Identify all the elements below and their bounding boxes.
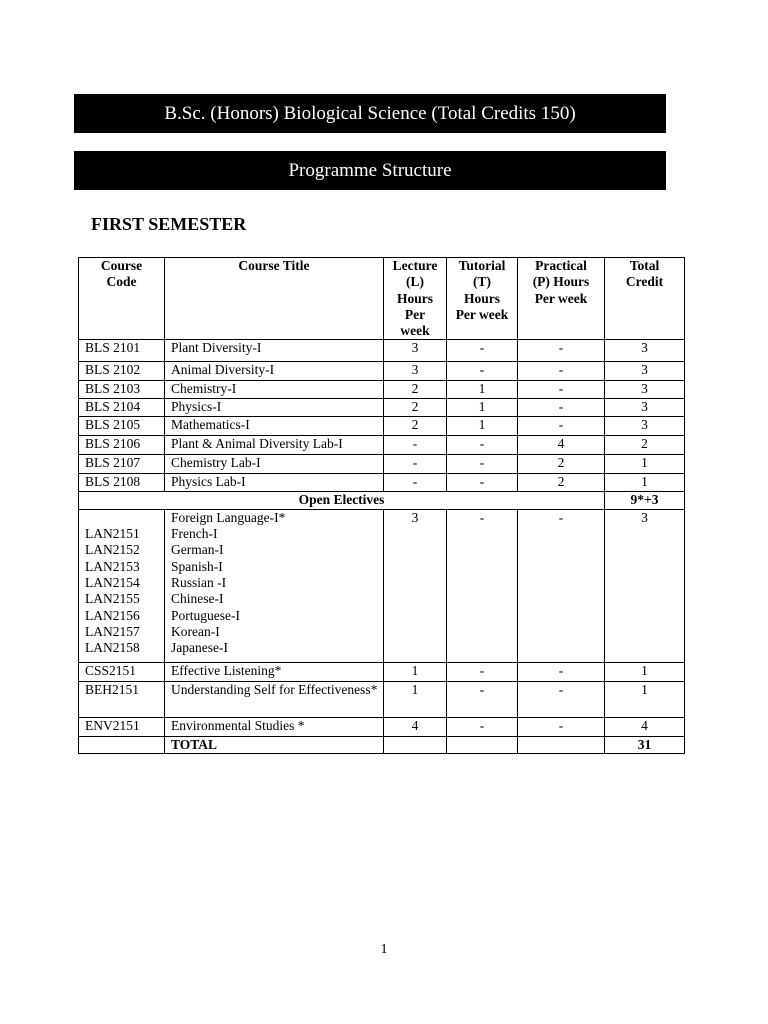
- lecture-hours: 3: [384, 362, 447, 381]
- total-credit: 1: [605, 474, 685, 492]
- total-credit: 3: [605, 362, 685, 381]
- practical-hours: -: [518, 399, 605, 417]
- total-credit: 2: [605, 436, 685, 455]
- header-practical: Practical (P) Hours Per week: [518, 258, 605, 340]
- course-code: ENV2151: [79, 717, 165, 736]
- course-title: Mathematics-I: [165, 417, 384, 436]
- table-row: [79, 455, 685, 474]
- total-practical-cell: [518, 736, 605, 753]
- total-credit: 3: [605, 417, 685, 436]
- tutorial-hours: -: [447, 509, 518, 662]
- course-title: Chemistry-I: [165, 381, 384, 399]
- lecture-hours: 3: [384, 340, 447, 362]
- open-electives-credit: 9*+3: [605, 492, 685, 509]
- lecture-hours: -: [384, 436, 447, 455]
- table-row: [79, 399, 685, 417]
- open-electives-row: [79, 492, 685, 509]
- course-table: [78, 257, 685, 754]
- tutorial-hours: -: [447, 474, 518, 492]
- table-row: [79, 681, 685, 717]
- lecture-hours: 2: [384, 381, 447, 399]
- tutorial-hours: -: [447, 436, 518, 455]
- header-course-title: Course Title: [165, 258, 384, 340]
- practical-hours: -: [518, 340, 605, 362]
- total-lecture-cell: [384, 736, 447, 753]
- practical-hours: 2: [518, 455, 605, 474]
- course-title: Effective Listening*: [165, 662, 384, 681]
- total-credit: 3: [605, 509, 685, 662]
- lecture-hours: 2: [384, 417, 447, 436]
- lecture-hours: 1: [384, 681, 447, 717]
- programme-structure-heading: Programme Structure: [288, 159, 452, 181]
- tutorial-hours: 1: [447, 417, 518, 436]
- tutorial-hours: 1: [447, 381, 518, 399]
- course-title: Plant Diversity-I: [165, 340, 384, 362]
- total-credit: 1: [605, 455, 685, 474]
- language-titles: Foreign Language-I* French-I German-I Spanish-I Russian -I Chinese-I Portuguese-I Korean-I Japanese-I: [165, 509, 384, 662]
- practical-hours: -: [518, 362, 605, 381]
- table-row: [79, 436, 685, 455]
- course-title: Understanding Self for Effectiveness*: [165, 681, 384, 717]
- table-row: [79, 717, 685, 736]
- practical-hours: -: [518, 662, 605, 681]
- table-row: [79, 662, 685, 681]
- total-credit: 3: [605, 340, 685, 362]
- total-credit: 3: [605, 399, 685, 417]
- course-title: Chemistry Lab-I: [165, 455, 384, 474]
- tutorial-hours: -: [447, 681, 518, 717]
- course-title: Animal Diversity-I: [165, 362, 384, 381]
- total-row: [79, 736, 685, 753]
- practical-hours: 2: [518, 474, 605, 492]
- programme-title: B.Sc. (Honors) Biological Science (Total Credits 150): [164, 102, 576, 124]
- table-row: [79, 362, 685, 381]
- foreign-language-row: [79, 509, 685, 662]
- table-row: [79, 417, 685, 436]
- lecture-hours: -: [384, 455, 447, 474]
- total-tutorial-cell: [447, 736, 518, 753]
- course-code: BEH2151: [79, 681, 165, 717]
- header-course-code: Course Code: [79, 258, 165, 340]
- practical-hours: -: [518, 681, 605, 717]
- total-label: TOTAL: [165, 736, 384, 753]
- header-total-credit: Total Credit: [605, 258, 685, 340]
- language-codes: LAN2151 LAN2152 LAN2153 LAN2154 LAN2155 LAN2156 LAN2157 LAN2158: [79, 509, 165, 662]
- total-code-cell: [79, 736, 165, 753]
- lecture-hours: 1: [384, 662, 447, 681]
- course-title: Environmental Studies *: [165, 717, 384, 736]
- practical-hours: -: [518, 381, 605, 399]
- open-electives-label: Open Electives: [79, 492, 605, 509]
- total-credit: 4: [605, 717, 685, 736]
- header-row: [79, 258, 685, 340]
- lecture-hours: 4: [384, 717, 447, 736]
- total-credit-value: 31: [605, 736, 685, 753]
- course-title: Plant & Animal Diversity Lab-I: [165, 436, 384, 455]
- course-title: Physics-I: [165, 399, 384, 417]
- practical-hours: 4: [518, 436, 605, 455]
- tutorial-hours: -: [447, 362, 518, 381]
- table-row: [79, 381, 685, 399]
- total-credit: 1: [605, 681, 685, 717]
- practical-hours: -: [518, 417, 605, 436]
- course-code: BLS 2104: [79, 399, 165, 417]
- programme-structure-banner: [74, 151, 666, 190]
- course-code: BLS 2107: [79, 455, 165, 474]
- lecture-hours: -: [384, 474, 447, 492]
- header-tutorial: Tutorial (T) Hours Per week: [447, 258, 518, 340]
- tutorial-hours: -: [447, 717, 518, 736]
- lecture-hours: 3: [384, 509, 447, 662]
- course-code: BLS 2103: [79, 381, 165, 399]
- course-code: BLS 2102: [79, 362, 165, 381]
- semester-heading: FIRST SEMESTER: [91, 214, 247, 234]
- page-number: 1: [380, 942, 388, 957]
- table-row: [79, 474, 685, 492]
- total-credit: 3: [605, 381, 685, 399]
- lecture-hours: 2: [384, 399, 447, 417]
- practical-hours: -: [518, 717, 605, 736]
- tutorial-hours: 1: [447, 399, 518, 417]
- programme-title-banner: [74, 94, 666, 133]
- total-credit: 1: [605, 662, 685, 681]
- course-title: Physics Lab-I: [165, 474, 384, 492]
- practical-hours: -: [518, 509, 605, 662]
- course-code: BLS 2108: [79, 474, 165, 492]
- tutorial-hours: -: [447, 340, 518, 362]
- tutorial-hours: -: [447, 455, 518, 474]
- header-lecture: Lecture (L) Hours Per week: [384, 258, 447, 340]
- course-code: CSS2151: [79, 662, 165, 681]
- course-code: BLS 2101: [79, 340, 165, 362]
- course-code: BLS 2106: [79, 436, 165, 455]
- table-row: [79, 340, 685, 362]
- course-code: BLS 2105: [79, 417, 165, 436]
- tutorial-hours: -: [447, 662, 518, 681]
